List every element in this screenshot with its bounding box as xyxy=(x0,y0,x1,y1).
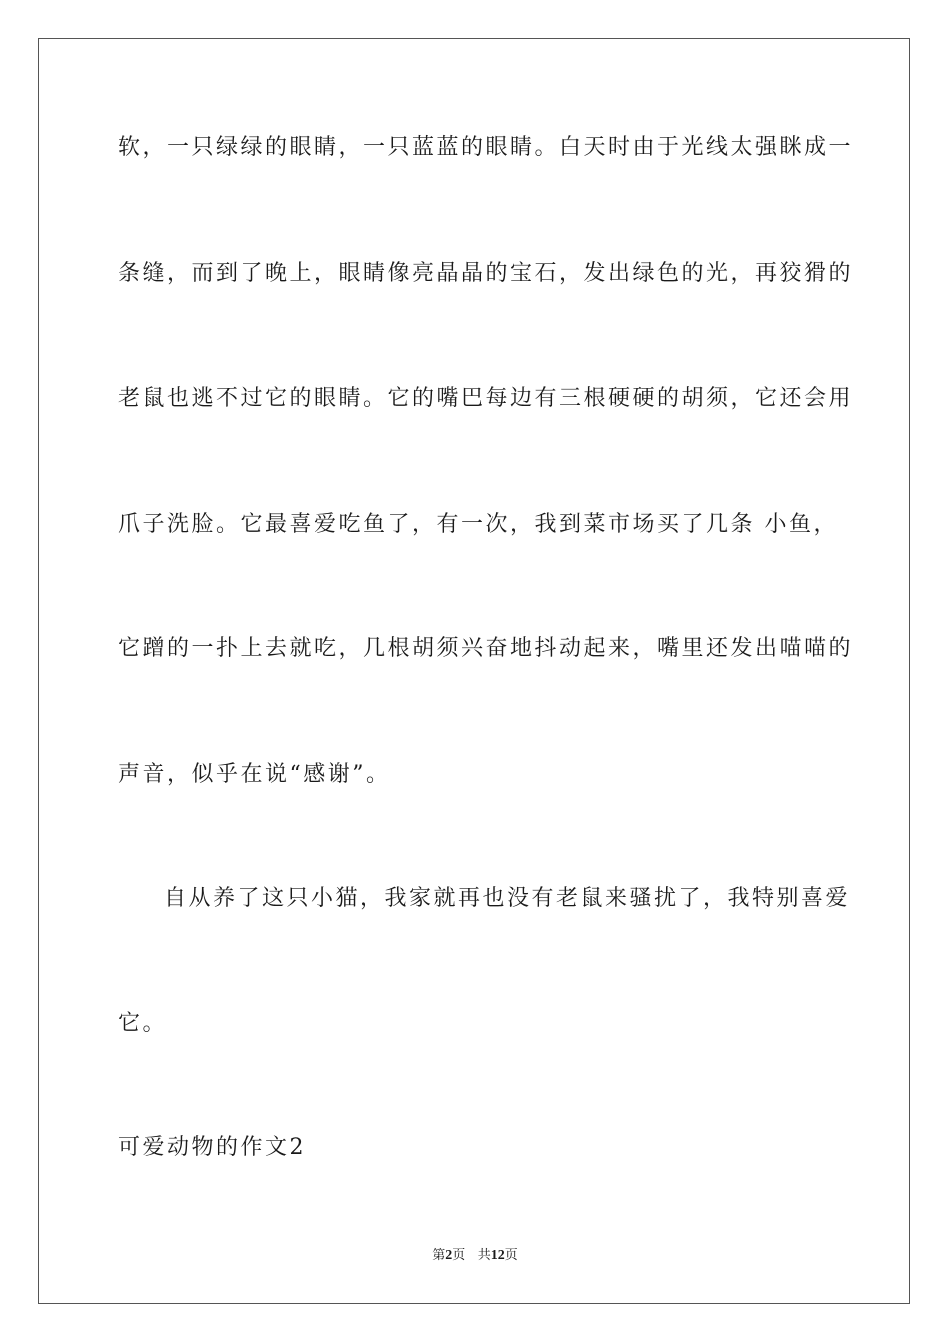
page-number: 2 xyxy=(445,1248,453,1263)
paragraph-line-4: 爪子洗脸。它最喜爱吃鱼了，有一次，我到菜市场买了几条 小鱼， xyxy=(118,512,838,537)
page-suffix: 页 xyxy=(452,1248,466,1263)
total-suffix: 页 xyxy=(504,1248,518,1263)
paragraph-line-5: 它蹭的一扑上去就吃，几根胡须兴奋地抖动起来，嘴里还发出喵喵的 xyxy=(118,636,854,661)
paragraph-line-7: 自从养了这只小猫，我家就再也没有老鼠来骚扰了，我特别喜爱 xyxy=(164,886,851,911)
paragraph-line-8: 它。 xyxy=(118,1011,168,1036)
paragraph-line-3: 老鼠也逃不过它的眼睛。它的嘴巴每边有三根硬硬的胡须，它还会用 xyxy=(118,386,854,411)
section-heading: 可爱动物的作文2 xyxy=(118,1135,306,1160)
paragraph-line-6: 声音，似乎在说“感谢”。 xyxy=(118,762,391,787)
page-border xyxy=(38,38,910,1304)
page-prefix: 第 xyxy=(432,1248,446,1263)
page-footer xyxy=(0,1247,950,1265)
total-prefix: 共 xyxy=(477,1248,491,1263)
total-pages: 12 xyxy=(490,1248,505,1263)
paragraph-line-1: 软，一只绿绿的眼睛，一只蓝蓝的眼睛。白天时由于光线太强眯成一 xyxy=(118,135,854,160)
paragraph-line-2: 条缝，而到了晚上，眼睛像亮晶晶的宝石，发出绿色的光，再狡猾的 xyxy=(118,261,854,286)
